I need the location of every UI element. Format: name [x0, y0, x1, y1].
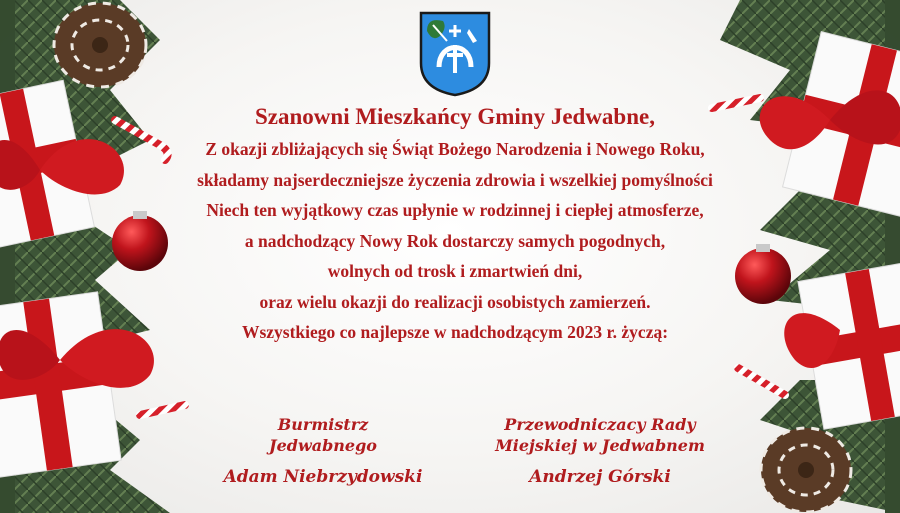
greeting-title: Szanowni Mieszkańcy Gminy Jedwabne,	[255, 104, 655, 129]
signature-right-role-2: Miejskiej w Jedwabnem	[495, 436, 705, 455]
signature-right	[470, 414, 730, 488]
greeting-line-6: oraz wielu okazji do realizacji osobistych zamierzeń.	[259, 291, 651, 312]
greeting-line-3: Niech ten wyjątkowy czas upłynie w rodzinnej i ciepłej atmosferze,	[206, 200, 704, 220]
greeting-text	[150, 100, 760, 348]
candy-cane-right-bottom	[738, 368, 785, 395]
greeting-line-7: Wszystkiego co najlepsze w nadchodzącym 2023 r. życzą:	[241, 322, 669, 342]
greeting-line-2: składamy najserdeczniejsze życzenia zdrowia i wszelkiej pomyślności	[197, 169, 713, 190]
signature-right-role-1: Przewodniczacy Rady	[504, 415, 696, 434]
candy-cane-left-bottom	[140, 405, 185, 415]
pine-cone-bottom-right	[761, 428, 851, 512]
signature-right-name: Andrzej Górski	[529, 467, 671, 487]
greeting-line-1: Z okazji zbliżających się Świąt Bożego Narodzenia i Nowego Roku,	[205, 139, 705, 159]
signature-left-role-1: Burmistrz	[277, 415, 369, 434]
coat-of-arms	[419, 11, 491, 97]
signature-left-role-2: Jedwabnego	[269, 436, 377, 455]
pine-cone-top-left	[54, 3, 146, 87]
signature-left-name: Adam Niebrzydowski	[223, 467, 423, 487]
greeting-line-5: wolnych od trosk i zmartwień dni,	[327, 261, 583, 281]
signature-left	[198, 414, 448, 488]
greeting-line-4: a nadchodzący Nowy Rok dostarczy samych pogodnych,	[244, 230, 666, 251]
